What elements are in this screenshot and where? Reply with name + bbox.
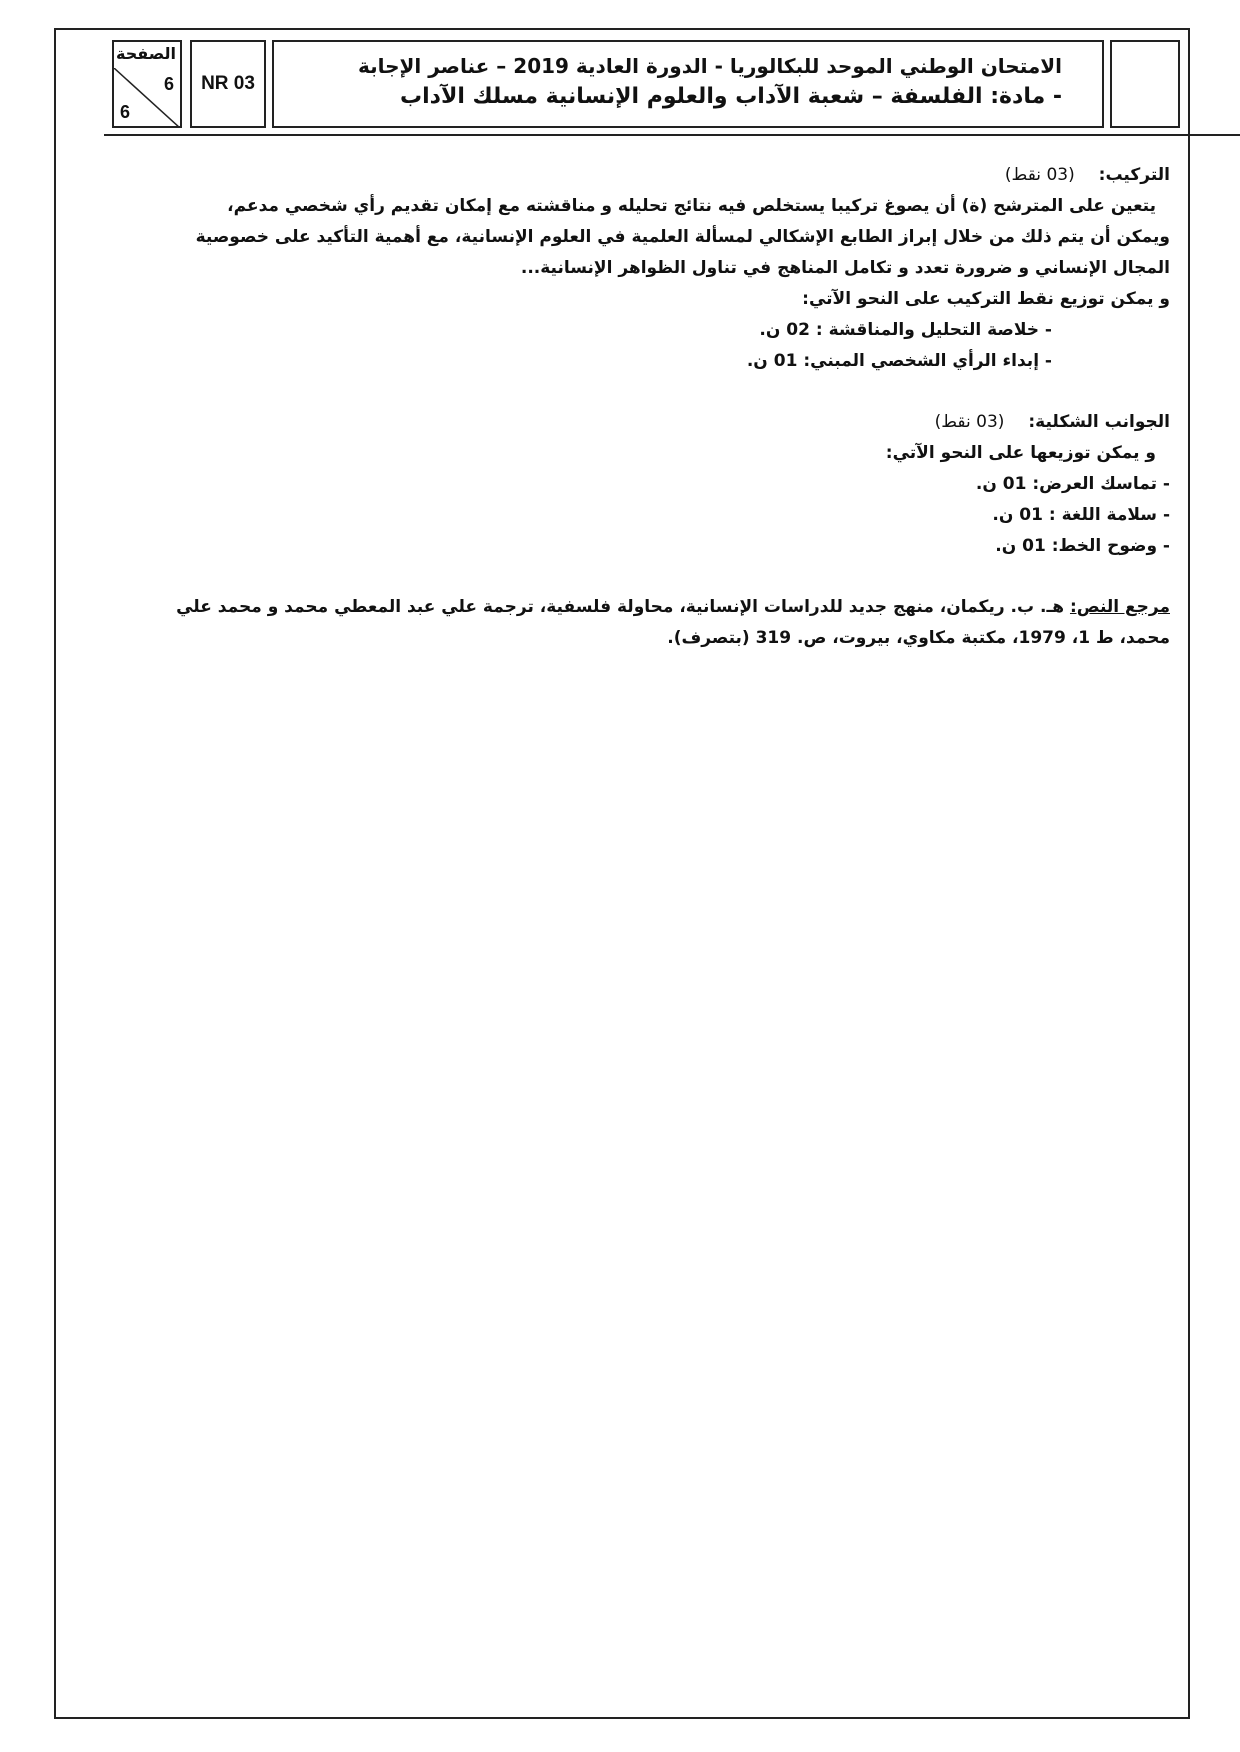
- reference-label: مرجع النص:: [1069, 597, 1170, 617]
- synthesis-title: التركيب:: [1098, 165, 1170, 185]
- page-number: 6: [163, 74, 174, 94]
- reference-line1: [70, 592, 1170, 623]
- formal-heading: [70, 407, 1170, 438]
- page-number-box: [112, 40, 182, 128]
- reference-text1: هـ. ب. ريكمان، منهج جديد للدراسات الإنسانية، محاولة فلسفية، ترجمة علي عبد المعطي محمد و محمد علي: [176, 597, 1065, 617]
- answer-content: [70, 160, 1170, 654]
- reference-line2: محمد، ط 1، 1979، مكتبة مكاوي، بيروت، ص. 319 (بتصرف).: [667, 628, 1170, 648]
- exam-title-box: [272, 40, 1104, 128]
- formal-item: - سلامة اللغة : 01 ن.: [992, 505, 1170, 525]
- exam-code-box: [190, 40, 266, 128]
- formal-title: الجوانب الشكلية:: [1028, 412, 1170, 432]
- synthesis-distribution-intro: و يمكن توزيع نقط التركيب على النحو الآتي:: [802, 289, 1170, 309]
- spacer: [70, 562, 1170, 592]
- exam-code: NR 03: [201, 73, 255, 94]
- synthesis-paragraph-line2: ويمكن أن يتم ذلك من خلال إبراز الطابع الإشكالي لمسألة العلمية في العلوم الإنسانية، مع أهمية التأكيد على خصوصية: [195, 227, 1170, 247]
- synthesis-paragraph-line3: المجال الإنساني و ضرورة تعدد و تكامل المناهج في تناول الظواهر الإنسانية...: [520, 258, 1170, 278]
- synthesis-paragraph-line1: يتعين على المترشح (ة) أن يصوغ تركيبا يستخلص فيه نتائج تحليله و مناقشته مع إمكان تقديم رأي شخصي مدعم،: [227, 196, 1156, 216]
- formal-item: - تماسك العرض: 01 ن.: [975, 474, 1170, 494]
- page-label: الصفحة: [115, 44, 176, 63]
- synthesis-points: (03 نقط): [1004, 165, 1075, 185]
- formal-points: (03 نقط): [934, 412, 1005, 432]
- formal-item: - وضوح الخط: 01 ن.: [995, 536, 1170, 556]
- logo-box: [1110, 40, 1180, 128]
- synthesis-heading: [70, 160, 1170, 191]
- header-rule: [104, 134, 1240, 136]
- page-total: 6: [120, 102, 131, 122]
- spacer: [70, 377, 1170, 407]
- formal-distribution-intro: و يمكن توزيعها على النحو الآتي:: [885, 443, 1156, 463]
- exam-title-line2: - مادة: الفلسفة – شعبة الآداب والعلوم الإنسانية مسلك الآداب: [400, 84, 1062, 109]
- exam-title-line1: الامتحان الوطني الموحد للبكالوريا - الدورة العادية 2019 – عناصر الإجابة: [357, 54, 1062, 78]
- synthesis-item: - خلاصة التحليل والمناقشة : 02 ن.: [759, 320, 1052, 340]
- synthesis-item: - إبداء الرأي الشخصي المبني: 01 ن.: [746, 351, 1052, 371]
